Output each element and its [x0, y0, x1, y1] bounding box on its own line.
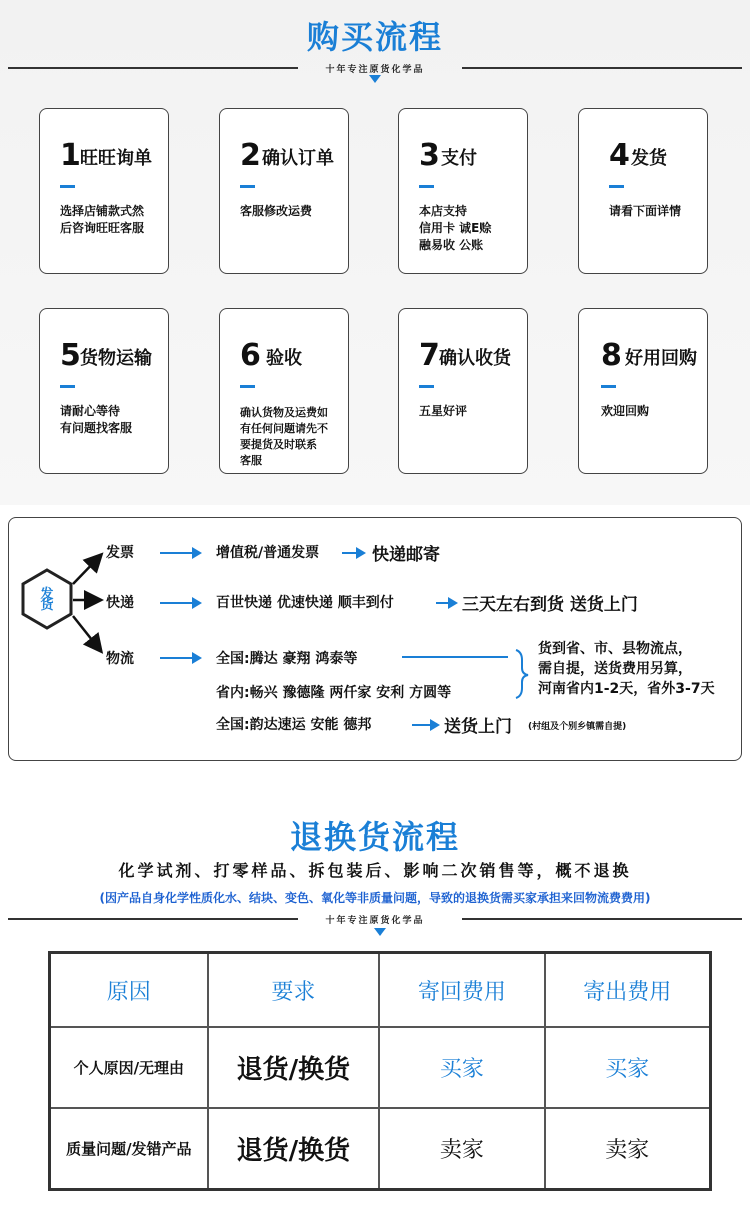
brace-note-2: 需自提，送货费用另算， — [538, 661, 692, 677]
step-description: 请看下面详情 — [609, 204, 682, 218]
logistics-line3: 全国:韵达速运 安能 德邦 — [216, 717, 372, 733]
header-ship-fee: 寄出费用 — [545, 953, 711, 1028]
invoice-label: 发票 — [106, 545, 134, 561]
table-row — [50, 1108, 711, 1190]
arrow-icon — [436, 602, 456, 604]
step-number: 8 — [601, 338, 622, 373]
arrow-icon — [412, 724, 438, 726]
logistics-line3-result: 送货上门 — [444, 717, 512, 737]
brace-note-3: 河南省内1-2天，省外3-7天 — [538, 681, 715, 697]
step-label: 好用回购 — [625, 348, 697, 369]
returns-title: 退换货流程 — [289, 818, 460, 856]
step-description: 选择店铺款式然 后咨询旺旺客服 — [60, 204, 145, 235]
step-description: 欢迎回购 — [601, 404, 650, 418]
step-number: 6 — [240, 338, 261, 373]
step-number: 3 — [419, 138, 440, 173]
step-label: 旺旺询单 — [80, 148, 152, 169]
connector-line — [402, 656, 508, 658]
cell-return-fee: 卖家 — [379, 1108, 544, 1190]
step-description: 客服修改运费 — [240, 204, 313, 218]
step-label: 发货 — [631, 148, 667, 169]
cell-ship-fee: 买家 — [545, 1027, 711, 1108]
invoice-result: 快递邮寄 — [372, 545, 440, 565]
down-triangle-icon — [374, 928, 386, 936]
logistics-line1: 全国:腾达 豪翔 鸿泰等 — [216, 651, 358, 667]
purchase-subtitle: 十年专注原货化学品 — [325, 65, 425, 75]
table-header-row — [50, 953, 711, 1028]
logistics-line3-note: (村组及个别乡镇需自提) — [528, 722, 627, 732]
arrow-icon — [342, 552, 364, 554]
step-description: 确认货物及运费如 有任何问题请先不 要提货及时联系 客服 — [240, 406, 328, 467]
cell-reason: 个人原因/无理由 — [50, 1027, 208, 1108]
express-detail: 百世快递 优速快递 顺丰到付 — [216, 595, 394, 611]
returns-rule: 化学试剂、打零样品、拆包装后、影响二次销售等，概不退换 — [118, 861, 632, 880]
step-description: 本店支持 信用卡 诚E赊 融易收 公账 — [419, 204, 492, 252]
step-label: 支付 — [441, 148, 477, 169]
hex-label: 发货 — [40, 587, 54, 613]
step-number: 5 — [60, 338, 81, 373]
brace-note-1: 货到省、市、县物流点， — [538, 641, 692, 657]
brace-icon — [516, 650, 528, 698]
step-label: 确认收货 — [439, 348, 511, 369]
header-return-fee: 寄回费用 — [379, 953, 544, 1028]
arrow-icon — [160, 602, 200, 604]
step-number: 7 — [419, 338, 440, 373]
express-result: 三天左右到货 送货上门 — [462, 595, 638, 615]
step-label: 验收 — [266, 348, 302, 369]
step-label: 货物运输 — [80, 348, 152, 369]
step-number: 4 — [609, 138, 630, 173]
branch-arrow-logistics — [73, 616, 100, 650]
returns-table — [48, 951, 712, 1191]
logistics-line2: 省内:畅兴 豫德隆 两仟家 安利 方圆等 — [216, 685, 452, 701]
cell-ship-fee: 卖家 — [545, 1108, 711, 1190]
branch-arrow-invoice — [73, 556, 100, 584]
cell-return-fee: 买家 — [379, 1027, 544, 1108]
cell-requirement: 退货/换货 — [208, 1027, 380, 1108]
header-reason: 原因 — [50, 953, 208, 1028]
step-label: 确认订单 — [262, 148, 334, 169]
cell-reason: 质量问题/发错产品 — [50, 1108, 208, 1190]
step-number: 2 — [240, 138, 261, 173]
arrow-icon — [160, 657, 200, 659]
table-row — [50, 1027, 711, 1108]
header-requirement: 要求 — [208, 953, 380, 1028]
invoice-detail: 增值税/普通发票 — [216, 545, 320, 561]
purchase-title: 购买流程 — [306, 18, 443, 56]
step-description: 五星好评 — [419, 404, 468, 418]
step-number: 1 — [60, 138, 81, 173]
returns-subtitle: 十年专注原货化学品 — [325, 916, 425, 926]
step-description: 请耐心等待 有问题找客服 — [60, 404, 133, 435]
express-label: 快递 — [106, 595, 134, 611]
cell-requirement: 退货/换货 — [208, 1108, 380, 1190]
returns-note: (因产品自身化学性质化水、结块、变色、氧化等非质量问题，导致的退换货需买家承担来回物流费费用) — [99, 891, 651, 905]
arrow-icon — [160, 552, 200, 554]
logistics-label: 物流 — [106, 651, 134, 667]
